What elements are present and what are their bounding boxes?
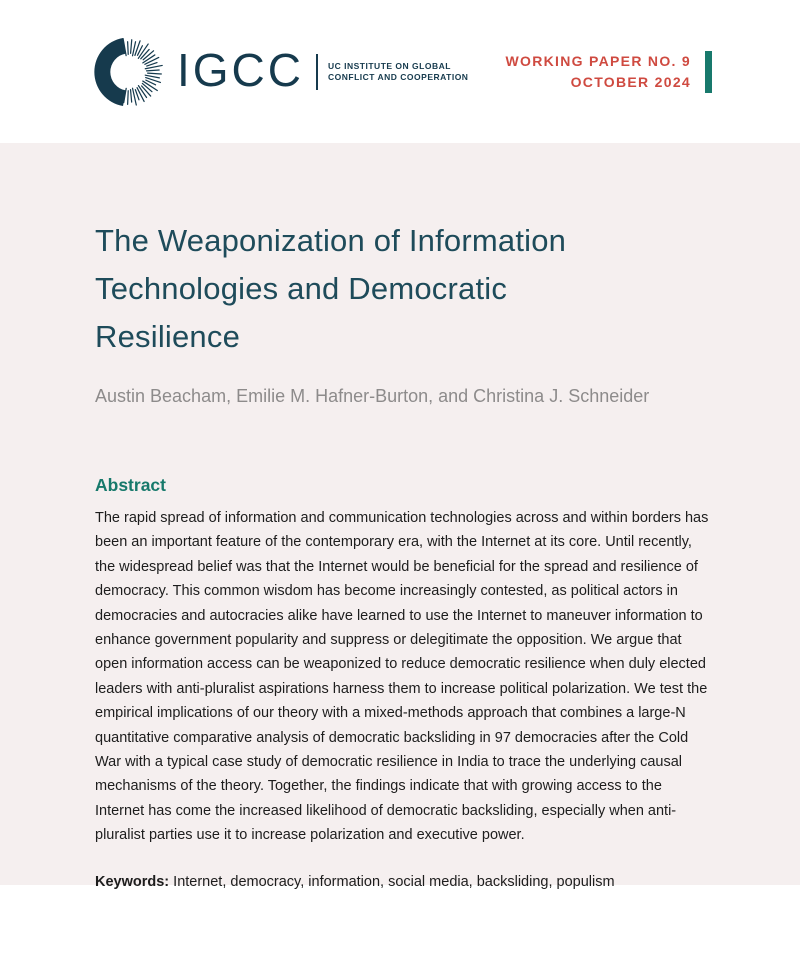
igcc-logo (93, 36, 468, 108)
issue-info (506, 51, 712, 93)
igcc-tagline-line2: CONFLICT AND COOPERATION (328, 71, 469, 82)
accent-bar (705, 51, 712, 93)
abstract-heading: Abstract (95, 475, 166, 495)
keywords-label: Keywords: (95, 873, 170, 890)
igcc-wordmark: IGCC (177, 43, 304, 96)
page-header (0, 0, 800, 143)
issue-date: OCTOBER 2024 (570, 73, 691, 90)
cover-body (0, 143, 800, 890)
working-paper-number: WORKING PAPER NO. 9 (505, 52, 691, 69)
paper-title: The Weaponization of Information Technologies and Democratic Resilience (95, 223, 567, 354)
igcc-tagline (328, 61, 468, 83)
logo-divider (316, 54, 318, 90)
igcc-tagline-line1: UC INSTITUTE ON GLOBAL (328, 60, 451, 71)
issue-text (506, 51, 691, 93)
paper-authors: Austin Beacham, Emilie M. Hafner-Burton, and Christina J. Schneider (95, 386, 650, 406)
igcc-sunburst-icon (93, 36, 165, 108)
keywords-list: Internet, democracy, information, social media, backsliding, populism (169, 873, 615, 890)
abstract-text: The rapid spread of information and communication technologies across and within borders has been an important feature of the contemporary era, with the Internet at its core. Until recently, the widespread belief was that the Internet would be beneficial for the spread and resilience of democracy. This common wisdom has become increasingly contested, as political actors in democracies and autocracies alike have learned to use the Internet to maneuver information to enhance government popularity and suppress or delegitimate the opposition. We argue that open information access can be weaponized to reduce democratic resilience when duly elected leaders with anti-pluralist aspirations harness them to increase political polarization. We test the empirical implications of our theory with a mixed-methods approach that combines a large-N quantitative comparative analysis of democratic backsliding in 97 democracies after the Cold War with a typical case study of democratic resilience in India to trace the underlying causal mechanisms of the theory. Together, the findings indicate that with growing access to the Internet has come the increased likelihood of democratic backsliding, especially when anti-pluralist parties use it to increase polarization and executive power. (95, 510, 709, 844)
footer-band (0, 885, 800, 960)
